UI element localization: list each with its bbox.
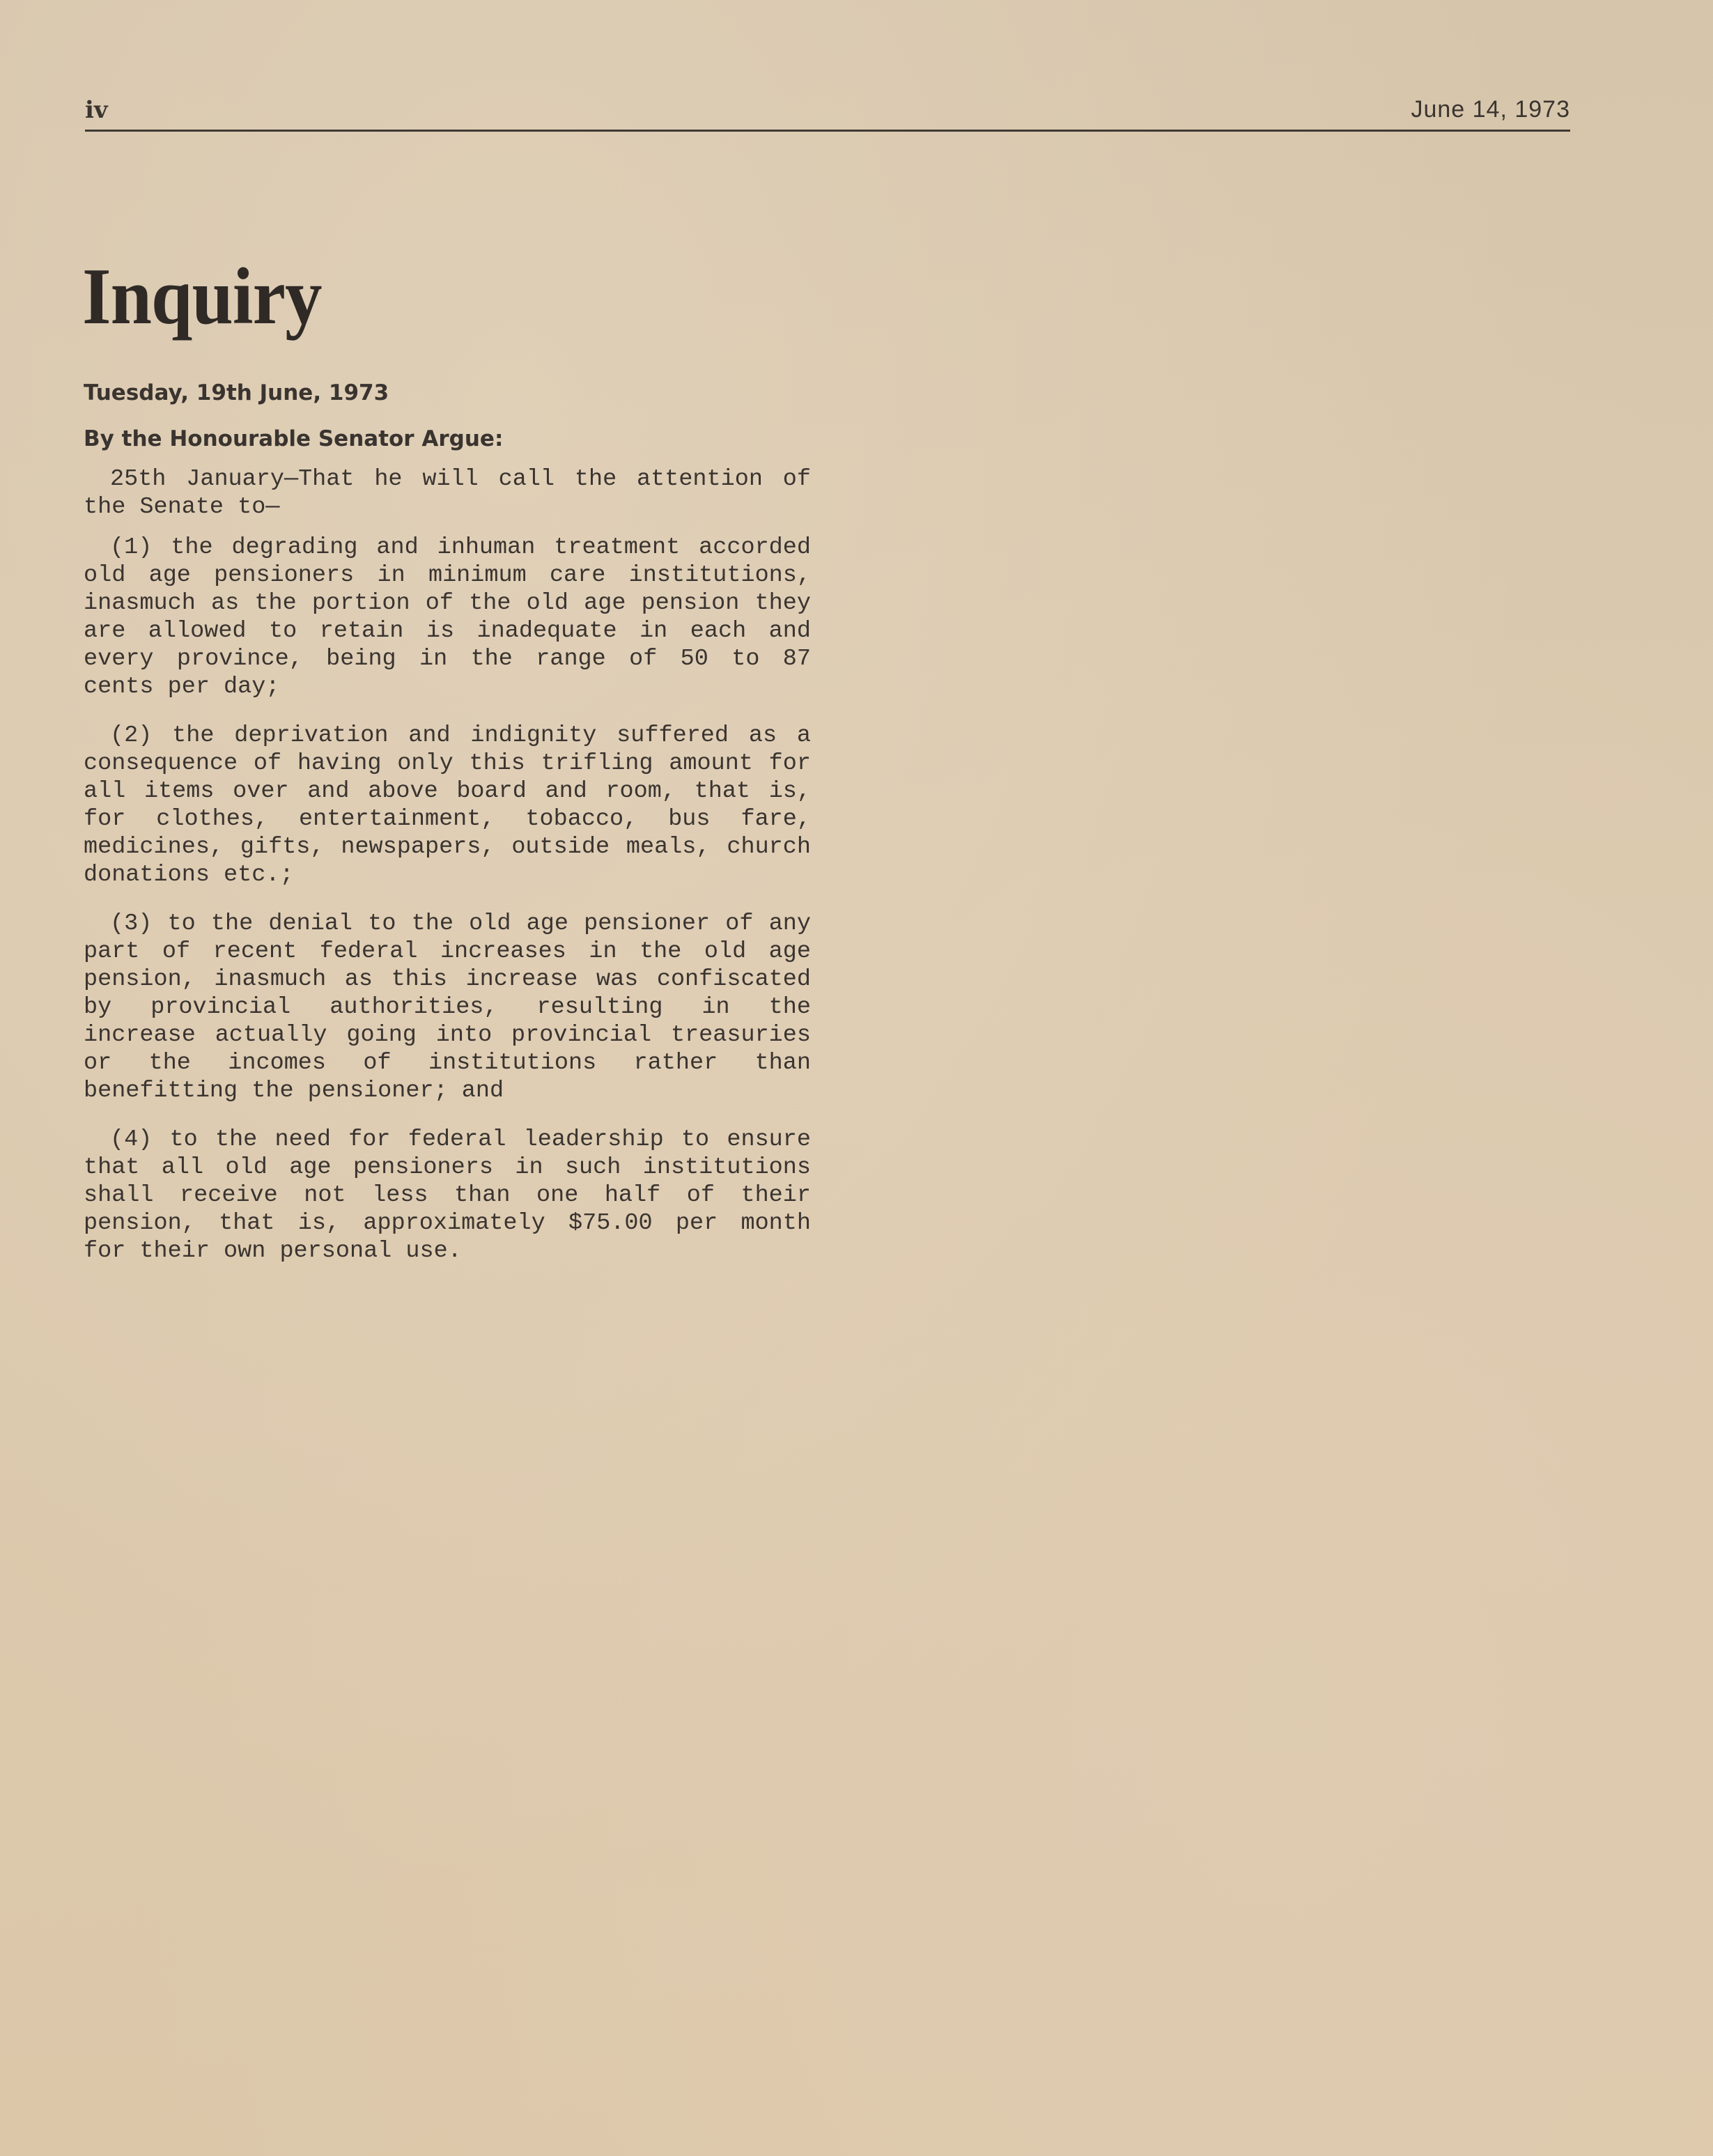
intro-paragraph: 25th January—That he will call the attention of the Senate to— — [84, 466, 811, 520]
item-paragraph-1: (1) the degrading and inhuman treatment accorded old age pensioners in minimum care institutions, inasmuch as the portion of the old age pension they are allowed to retain is inadequate in each and every province, being in the range of 50 to 87 cents per day; — [84, 534, 811, 700]
senator-attribution: By the Honourable Senator Argue: — [84, 426, 504, 451]
header-date: June 14, 1973 — [1411, 96, 1570, 123]
inquiry-date: Tuesday, 19th June, 1973 — [84, 380, 389, 405]
item-paragraph-3: (3) to the denial to the old age pensioner of any part of recent federal increases in the old age pension, inasmuch as this increase was confiscated by provincial authorities, resulting in the increase actually going into provincial treasuries or the incomes of institutions rather than benefitting the pensioner; and — [84, 910, 811, 1104]
item-paragraph-4: (4) to the need for federal leadership to ensure that all old age pensioners in such institutions shall receive not less than one half of their pension, that is, approximately $75.00 per month for their own personal use. — [84, 1126, 811, 1264]
page-header — [85, 96, 1570, 132]
item-paragraph-2: (2) the deprivation and indignity suffered as a consequence of having only this trifling amount for all items over and above board and room, that is, for clothes, entertainment, tobacco, bus fare, medicines, gifts, newspapers, outside meals, church donations etc.; — [84, 722, 811, 888]
page-title: Inquiry — [82, 252, 322, 341]
inquiry-body — [84, 380, 811, 1286]
page-number: iv — [85, 96, 108, 124]
